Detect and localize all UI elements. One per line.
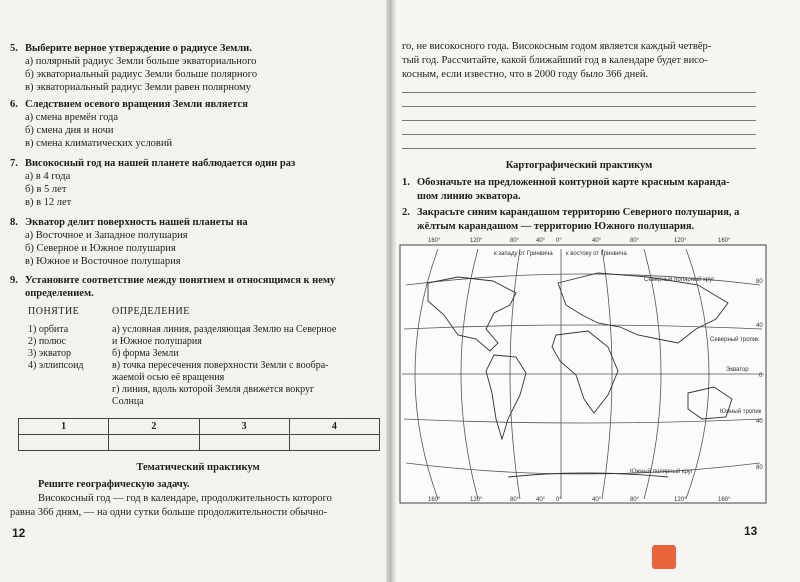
question-title: Экватор делит поверхность нашей планеты на — [25, 217, 248, 228]
definition-item: Солнца — [112, 396, 144, 407]
equator-label: Экватор — [726, 367, 749, 373]
question-title: Високосный год на нашей планете наблюдается один раз — [25, 158, 296, 169]
east-of-greenwich-label: к востоку от Гринвича — [566, 251, 627, 257]
table-header-cell: 2 — [109, 419, 199, 435]
question-title: Установите соответствие между понятием и относящимся к нему — [25, 275, 336, 286]
matching-block — [28, 306, 378, 408]
page-number: 12 — [12, 526, 26, 540]
definition-column-header: ОПРЕДЕЛЕНИЕ — [112, 306, 190, 317]
tropic-of-cancer-label: Северный тропик — [710, 337, 759, 343]
table-header-cell: 4 — [289, 419, 379, 435]
answer-option: а) полярный радиус Земли больше экваториального — [25, 56, 257, 67]
answer-line[interactable] — [402, 120, 756, 121]
answer-table — [18, 418, 380, 451]
task-text: косным, если известно, что в 2000 году было 366 дней. — [402, 69, 649, 80]
latitude-tick: 80 — [756, 465, 763, 471]
answer-option: б) смена дня и ночи — [25, 125, 114, 136]
table-header-cell: 1 — [19, 419, 109, 435]
tropic-of-capricorn-label: Южный тропик — [720, 409, 762, 415]
table-header-cell: 3 — [199, 419, 289, 435]
task-subtitle: Решите географическую задачу. — [38, 479, 190, 490]
antarctic-circle-label: Южный полярный круг — [630, 469, 693, 475]
arctic-circle-label: Северный полярный круг — [644, 277, 715, 283]
answer-line[interactable] — [402, 92, 756, 93]
question-6 — [10, 98, 248, 150]
question-8 — [10, 216, 248, 268]
longitude-tick: 120° — [470, 497, 483, 503]
publisher-logo — [652, 545, 676, 569]
longitude-tick: 120° — [470, 238, 483, 244]
longitude-tick: 160° — [718, 238, 731, 244]
latitude-tick: 40 — [756, 323, 763, 329]
answer-cell[interactable] — [199, 435, 289, 451]
answer-cell[interactable] — [109, 435, 199, 451]
latitude-tick: 80 — [756, 279, 763, 285]
answer-cell[interactable] — [289, 435, 379, 451]
definition-item: а) условная линия, разделяющая Землю на Северное — [112, 324, 337, 335]
terms-list — [28, 324, 112, 408]
answer-option: в) в 12 лет — [25, 197, 72, 208]
term-item: 3) экватор — [28, 348, 71, 359]
definition-item: б) форма Земли — [112, 348, 179, 359]
answer-option: б) Северное и Южное полушария — [25, 243, 176, 254]
book-gutter — [386, 0, 396, 582]
task-text: шом линию экватора. — [417, 191, 521, 202]
question-title: Выберите верное утверждение о радиусе Земли. — [25, 43, 252, 54]
answer-cell[interactable] — [19, 435, 109, 451]
task-text: Закрасьте синим карандашом территорию Северного полушария, а — [417, 207, 740, 218]
term-item: 4) эллипсоид — [28, 360, 84, 371]
answer-option: а) Восточное и Западное полушария — [25, 230, 188, 241]
contour-map[interactable] — [398, 238, 768, 505]
answer-option: а) смена времён года — [25, 112, 119, 123]
longitude-tick: 80° — [510, 238, 520, 244]
answer-option: в) Южное и Восточное полушария — [25, 256, 181, 267]
task-number: 2. — [402, 207, 410, 218]
answer-option: б) экваториальный радиус Земли больше полярного — [25, 69, 258, 80]
definitions-list — [112, 324, 378, 408]
answer-line[interactable] — [402, 148, 756, 149]
answer-option: в) смена климатических условий — [25, 138, 173, 149]
question-number: 7. — [10, 158, 18, 169]
task-text: го, не високосного года. Високосным годом является каждый четвёр- — [402, 41, 712, 52]
longitude-tick: 0° — [556, 238, 562, 244]
question-5 — [10, 42, 257, 94]
longitude-tick: 160° — [718, 497, 731, 503]
task-number: 1. — [402, 177, 410, 188]
answer-option: в) экваториальный радиус Земли равен полярному — [25, 82, 251, 93]
definition-item: жаемой осью её вращения — [112, 372, 225, 383]
west-of-greenwich-label: к западу от Гринвича — [494, 251, 553, 257]
longitude-tick: 80° — [630, 238, 640, 244]
definition-item: и Южное полушария — [112, 336, 202, 347]
task-text: Високосный год — год в календаре, продолжительность которого — [38, 493, 332, 504]
longitude-tick: 0° — [556, 497, 562, 503]
question-7 — [10, 157, 295, 209]
question-number: 9. — [10, 275, 18, 286]
question-number: 8. — [10, 217, 18, 228]
longitude-tick: 40° — [536, 238, 546, 244]
term-item: 2) полюс — [28, 336, 66, 347]
term-item: 1) орбита — [28, 324, 69, 335]
longitude-tick: 160° — [428, 238, 441, 244]
page-number: 13 — [744, 524, 758, 538]
question-number: 5. — [10, 43, 18, 54]
longitude-tick: 120° — [674, 238, 687, 244]
section-title: Картографический практикум — [505, 160, 653, 171]
longitude-tick: 160° — [428, 497, 441, 503]
longitude-tick: 120° — [674, 497, 687, 503]
longitude-tick: 40° — [536, 497, 546, 503]
longitude-tick: 40° — [592, 497, 602, 503]
question-title-continued: определением. — [25, 288, 94, 299]
longitude-tick: 40° — [592, 238, 602, 244]
term-column-header: ПОНЯТИЕ — [28, 306, 80, 317]
task-text: Обозначьте на предложенной контурной карте красным каранда- — [417, 177, 730, 188]
answer-option: б) в 5 лет — [25, 184, 67, 195]
longitude-tick: 80° — [630, 497, 640, 503]
answer-line[interactable] — [402, 106, 756, 107]
question-9 — [10, 274, 335, 300]
longitude-tick: 80° — [510, 497, 520, 503]
definition-item: в) точка пересечения поверхности Земли с вообра- — [112, 360, 329, 371]
question-title: Следствием осевого вращения Земли является — [25, 99, 248, 110]
task-text: равна 366 дням, — на одни сутки больше продолжительности обычно- — [10, 507, 328, 518]
section-title: Тематический практикум — [136, 462, 260, 473]
definition-item: г) линия, вдоль которой Земля движется вокруг — [112, 384, 315, 395]
cart-task-1 — [402, 176, 730, 204]
cart-task-2 — [402, 206, 739, 234]
task-text: тый год. Рассчитайте, какой ближайший год в календаре будет висо- — [402, 55, 708, 66]
answer-line[interactable] — [402, 134, 756, 135]
answer-option: а) в 4 года — [25, 171, 71, 182]
latitude-tick: 0 — [759, 373, 763, 379]
question-number: 6. — [10, 99, 18, 110]
task-text: жёлтым карандашом — территорию Южного полушария. — [417, 221, 695, 232]
latitude-tick: 40 — [756, 419, 763, 425]
